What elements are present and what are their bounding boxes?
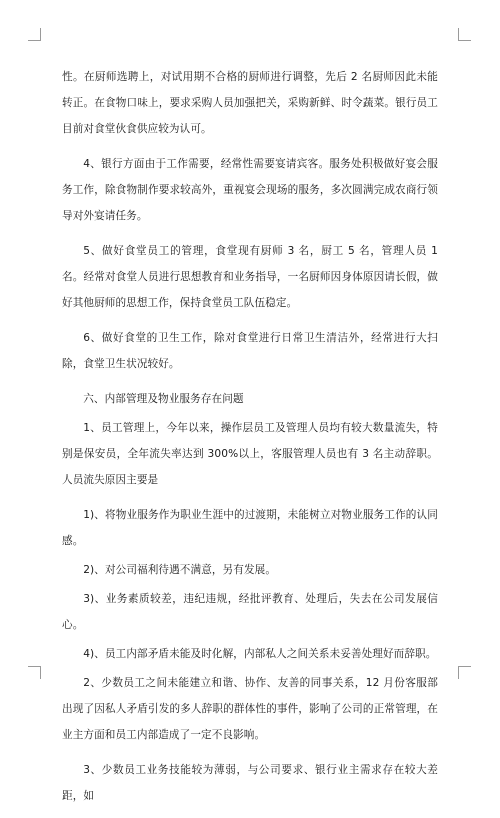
list-item-reason-4: 4)、员工内部矛盾未能及时化解，内部私人之间关系未妥善处理好而辞职。 [83,648,437,660]
paragraph-item-1-staff-management: 1、员工管理上，今年以来，操作层员工及管理人员均有较大数量流失，特别是保安员，全年流失率达到 300%以上，客服管理人员也有 3 名主动辞职。人员流失原因主要是 [62,422,438,486]
document-body [62,64,438,818]
crop-mark-top-left [28,28,41,41]
crop-mark-bottom-left [28,666,41,679]
crop-mark-top-right [458,28,471,41]
paragraph-item-2-relations: 2、少数员工之间未能建立和谐、协作、友善的同事关系，12 月份客服部出现了因私人矛盾引发的多人辞职的群体性的事件，影响了公司的正常管理，在业主方面和员工内部造成了一定不良影响。 [62,677,438,741]
section-heading-6: 六、内部管理及物业服务存在问题 [83,393,244,405]
list-item-reason-2: 2)、对公司福利待遇不满意，另有发展。 [83,564,277,576]
list-item-reason-3: 3)、业务素质较差，违纪违规，经批评教育、处理后，失去在公司发展信心。 [62,593,438,631]
paragraph-item-6-hygiene: 6、做好食堂的卫生工作，除对食堂进行日常卫生清洁外，经常进行大扫除，食堂卫生状况较好。 [62,332,438,370]
crop-mark-bottom-right [458,666,471,679]
paragraph-canteen-continued: 性。在厨师选聘上，对试用期不合格的厨师进行调整，先后 2 名厨师因此未能转正。在食物口味上，要求采购人员加强把关，采购新鲜、时令蔬菜。银行员工目前对食堂伙食供应较为认可。 [62,71,438,135]
list-item-reason-1: 1)、将物业服务作为职业生涯中的过渡期，未能树立对物业服务工作的认同感。 [62,509,438,547]
paragraph-item-3-skills: 3、少数员工业务技能较为薄弱，与公司要求、银行业主需求存在较大差距，如 [62,764,438,802]
paragraph-item-4-banquet: 4、银行方面由于工作需要，经常性需要宴请宾客。服务处积极做好宴会服务工作，除食物制作要求较高外，重视宴会现场的服务，多次圆满完成农商行领导对外宴请任务。 [62,158,438,222]
paragraph-item-5-staff: 5、做好食堂员工的管理，食堂现有厨师 3 名，厨工 5 名，管理人员 1 名。经常对食堂人员进行思想教育和业务指导，一名厨师因身体原因请长假，做好其他厨师的思想工作，保持食堂员工队伍稳定。 [62,245,438,309]
